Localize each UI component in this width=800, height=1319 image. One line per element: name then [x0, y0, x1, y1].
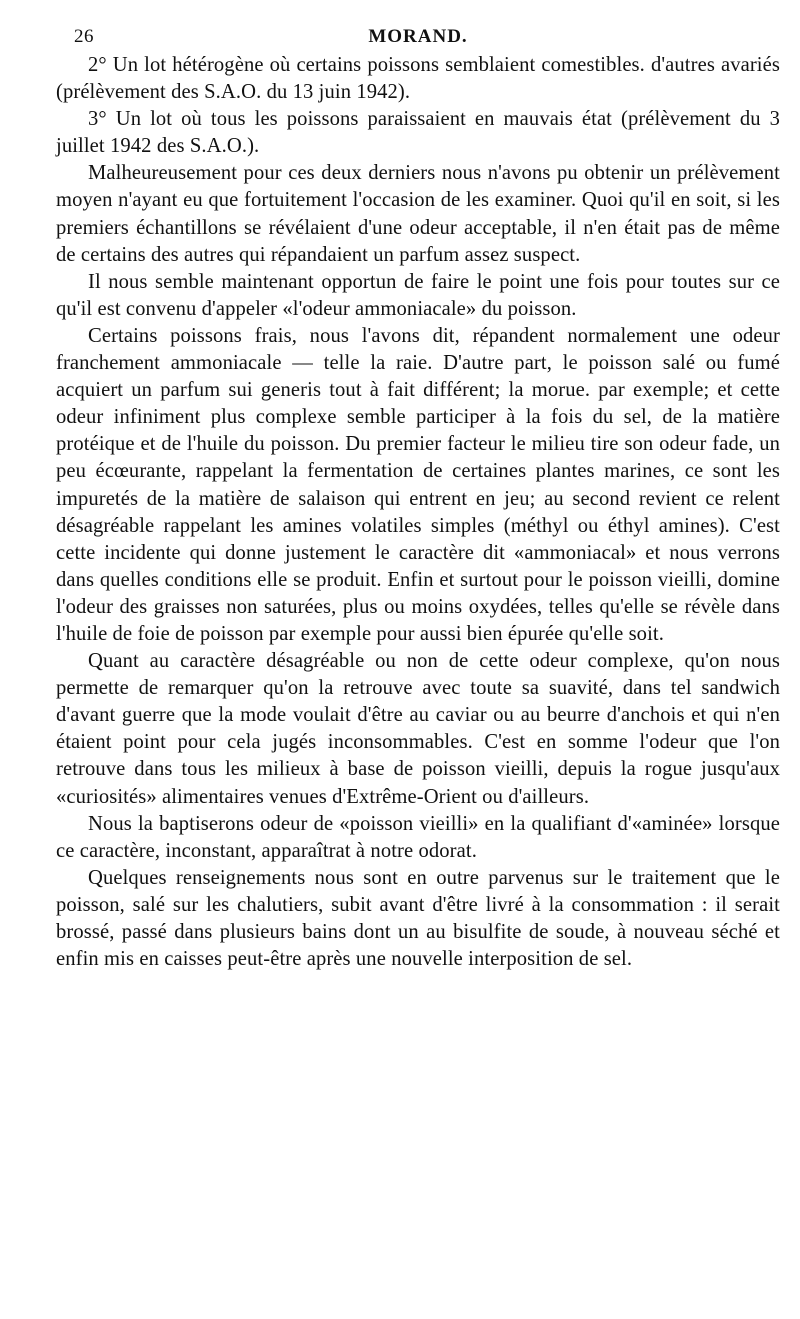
paragraph-nous-la-baptiserons: Nous la baptiserons odeur de «poisson vieilli» en la qualifiant d'«aminée» lorsque ce caractère, inconstant, apparaîtrat à notre odorat.	[56, 812, 780, 862]
paragraph-lot-3: 3° Un lot où tous les poissons paraissaient en mauvais état (prélèvement du 3 juillet 1942 des S.A.O.).	[56, 108, 780, 158]
paragraph-malheureusement: Malheureusement pour ces deux derniers nous n'avons pu obtenir un prélèvement moyen n'ayant eu que fortuitement l'occasion de les examiner. Quoi qu'il en soit, si les premiers échantillons se révélaient d'une odeur acceptable, il n'en était pas de même de certains des autres qui répandaient un parfum assez suspect.	[56, 162, 780, 266]
running-head: MORAND.	[368, 26, 468, 47]
page-number: 26	[74, 26, 94, 47]
page-header	[56, 18, 780, 52]
paragraph-odeur-ammoniacale: Il nous semble maintenant opportun de faire le point une fois pour toutes sur ce qu'il est convenu d'appeler «l'odeur ammoniacale» du poisson.	[56, 270, 780, 320]
paragraph-certains-poissons: Certains poissons frais, nous l'avons dit, répandent normalement une odeur franchement ammoniacale — telle la raie. D'autre part, le poisson salé ou fumé acquiert un parfum sui generis tout à fait différent; la morue. par exemple; et cette odeur infiniment plus complexe semble participer à la fois du sel, de la matière protéique et de l'huile du poisson. Du premier facteur le milieu tire son odeur fade, un peu écœurante, rappelant la fermentation de certaines plantes marines, ce sont les impuretés de la matière de salaison qui entrent en jeu; au second revient ce relent désagréable rappelant les amines volatiles simples (méthyl ou éthyl amines). C'est cette incidente qui donne justement le caractère dit «ammoniacal» et nous verrons dans quelles conditions elle se produit. Enfin et surtout pour le poisson vieilli, domine l'odeur des graisses non saturées, plus ou moins oxydées, telles qu'elle se révèle dans l'huile de foie de poisson par exemple pour aussi bien épurée qu'elle soit.	[56, 324, 780, 645]
paragraph-quant-au-caractere: Quant au caractère désagréable ou non de cette odeur complexe, qu'on nous permette de remarquer qu'on la retrouve avec toute sa suavité, dans tel sandwich d'avant guerre que la mode voulait d'être au caviar ou au beurre d'anchois et qui n'en étaient point pour cela jugés inconsommables. C'est en somme l'odeur que l'on retrouve dans tous les milieux à base de poisson vieilli, depuis la rogue jusqu'aux «curiosités» alimentaires venues d'Extrême-Orient ou d'ailleurs.	[56, 650, 780, 808]
paragraph-quelques-renseignements: Quelques renseignements nous sont en outre parvenus sur le traitement que le poisson, salé sur les chalutiers, subit avant d'être livré à la consommation : il serait brossé, passé dans plusieurs bains dont un au bisulfite de soude, à nouveau séché et enfin mis en caisses peut-être après une nouvelle interposition de sel.	[56, 866, 780, 971]
document-page	[56, 18, 780, 973]
paragraph-lot-2: 2° Un lot hétérogène où certains poissons semblaient comestibles. d'autres avariés (prélèvement des S.A.O. du 13 juin 1942).	[56, 54, 780, 104]
